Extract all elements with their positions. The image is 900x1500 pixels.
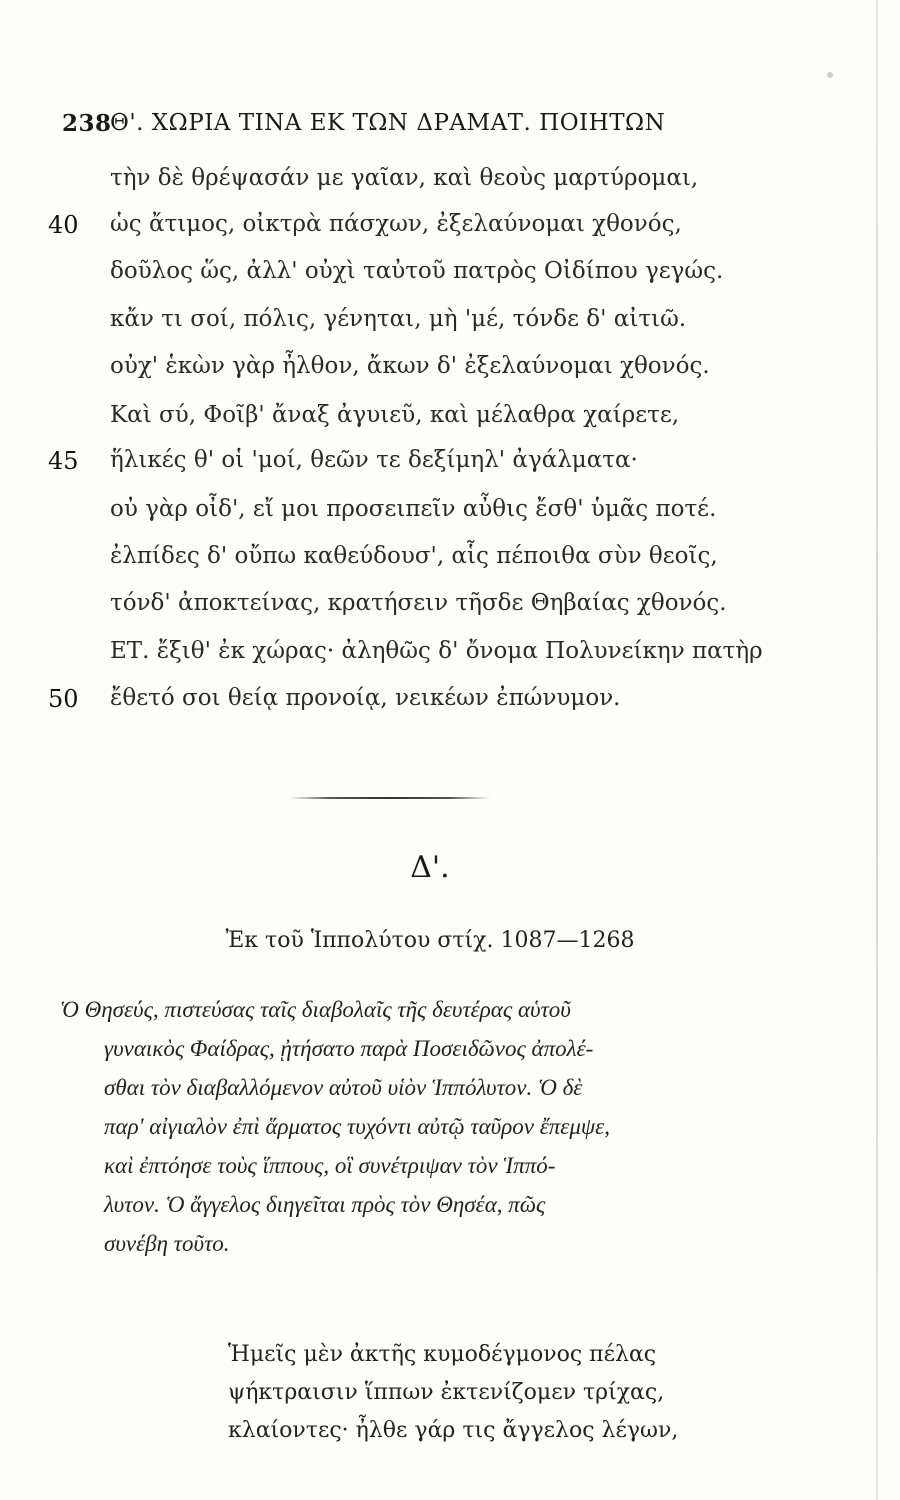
poem-line: τὴν δὲ θρέψασάν με γαῖαν, καὶ θεοὺς μαρτύρομαι, — [110, 165, 699, 191]
poem-line: ὡς ἄτιμος, οἰκτρὰ πάσχων, ἐξελαύνομαι χθονός, — [110, 211, 682, 237]
argument-line: Ὁ Θησεύς, πιστεύσας ταῖς διαβολαῖς τῆς δευτέρας αὑτοῦ — [60, 997, 571, 1022]
poem-line: οὐχ' ἑκὼν γὰρ ἦλθον, ἄκων δ' ἐξελαύνομαι χθονός. — [110, 353, 710, 379]
argument-line: παρ' αἰγιαλὸν ἐπὶ ἅρματος τυχόντι αὐτῷ ταῦρον ἔπεμψε, — [104, 1114, 610, 1139]
poem-line: οὐ γὰρ οἶδ', εἴ μοι προσειπεῖν αὖθις ἔσθ' ὑμᾶς ποτέ. — [110, 496, 717, 522]
paper-speck — [827, 72, 833, 78]
page-number: 238 — [62, 110, 112, 137]
verse-block — [228, 1336, 828, 1450]
line-number: 40 — [48, 211, 79, 239]
verse-line: Ἡμεῖς μὲν ἀκτῆς κυμοδέγμονος πέλας — [228, 1342, 657, 1367]
argument-line: σθαι τὸν διαβαλλόμενον αὐτοῦ υἱὸν Ἱππόλυτον. Ὁ δὲ — [104, 1075, 583, 1100]
section-divider — [290, 797, 490, 799]
source-reference: Ἐκ τοῦ Ἱππολύτου στίχ. 1087—1268 — [225, 928, 635, 953]
line-number: 45 — [48, 447, 79, 475]
running-title: Θ'. ΧΩΡΙΑ ΤΙΝΑ ΕΚ ΤΩΝ ΔΡΑΜΑΤ. ΠΟΙΗΤΩΝ — [110, 110, 666, 136]
verse-line: ψήκτραισιν ἵππων ἐκτενίζομεν τρίχας, — [228, 1380, 665, 1405]
poem-line: Καὶ σύ, Φοῖβ' ἄναξ ἀγυιεῦ, καὶ μέλαθρα χαίρετε, — [110, 402, 680, 428]
line-number: 50 — [48, 685, 79, 713]
poem-line: κἄν τι σοί, πόλις, γένηται, μὴ 'μέ, τόνδε δ' αἰτιῶ. — [110, 306, 687, 332]
argument-line: λυτον. Ὁ ἄγγελος διηγεῖται πρὸς τὸν Θησέα, πῶς — [104, 1192, 546, 1217]
argument-line: καὶ ἐπτόησε τοὺς ἵππους, οἳ συνέτριψαν τὸν Ἱππό- — [104, 1153, 556, 1178]
poem-line: δοῦλος ὥς, ἀλλ' οὐχὶ ταὐτοῦ πατρὸς Οἰδίπου γεγώς. — [110, 258, 724, 284]
poem-line: ἐλπίδες δ' οὔπω καθεύδουσ', αἷς πέποιθα σὺν θεοῖς, — [110, 543, 718, 569]
section-heading: Δ'. — [410, 850, 450, 885]
poem-line: τόνδ' ἀποκτείνας, κρατήσειν τῆσδε Θηβαίας χθονός. — [110, 590, 727, 616]
argument-paragraph — [60, 990, 800, 1263]
verse-line: κλαίοντες· ἦλθε γάρ τις ἄγγελος λέγων, — [228, 1418, 679, 1443]
page-edge — [876, 0, 878, 1500]
running-header — [62, 110, 842, 150]
argument-line: συνέβη τοῦτο. — [104, 1231, 230, 1256]
poem-line: ΕΤ. ἔξιθ' ἐκ χώρας· ἀληθῶς δ' ὄνομα Πολυνείκην πατὴρ — [110, 638, 763, 664]
poem-line: ἔθετό σοι θείᾳ προνοίᾳ, νεικέων ἐπώνυμον. — [110, 685, 621, 711]
poem-line: ἥλικές θ' οἱ 'μοί, θεῶν τε δεξίμηλ' ἀγάλματα· — [110, 447, 638, 473]
argument-line: γυναικὸς Φαίδρας, ᾐτήσατο παρὰ Ποσειδῶνος ἀπολέ- — [104, 1036, 594, 1061]
